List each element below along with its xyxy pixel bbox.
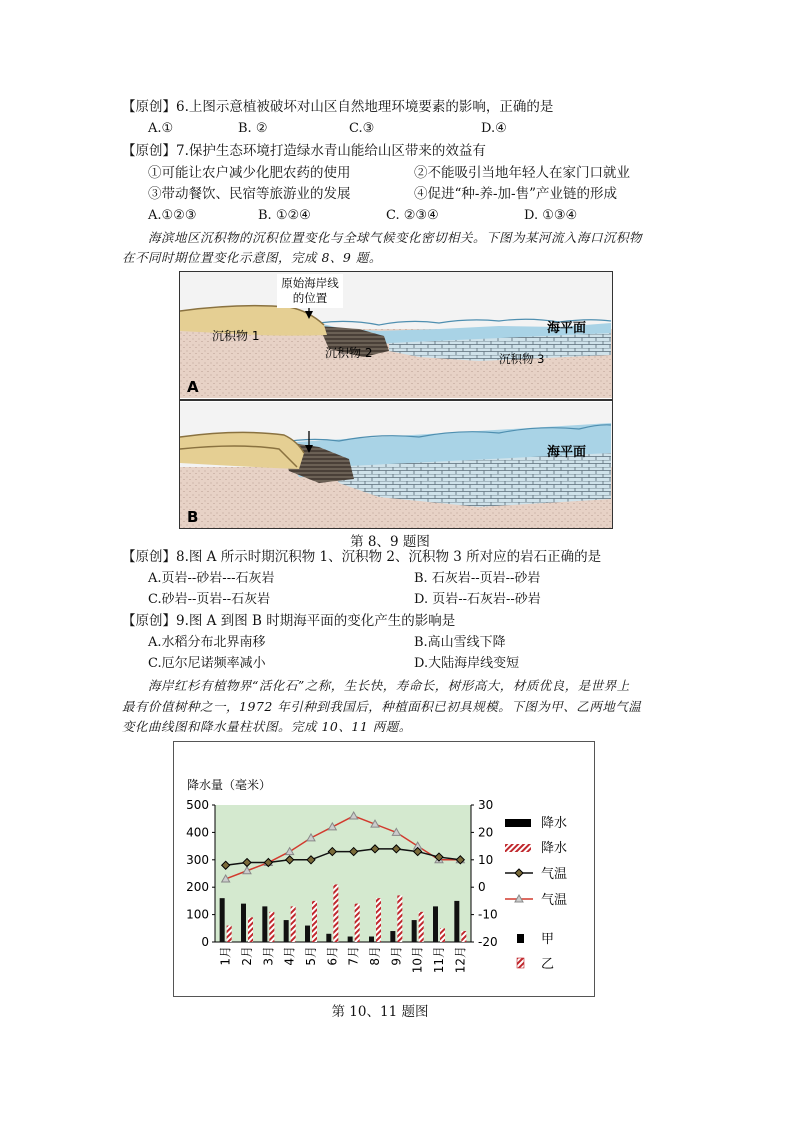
bar-jia-1月 <box>220 898 225 942</box>
right-tick-label: 20 <box>478 825 494 840</box>
panel-b-label: B <box>187 508 199 526</box>
x-tick-label: 3月 <box>261 946 276 966</box>
bar-jia-3月 <box>262 906 267 942</box>
bar-yi-10月 <box>419 912 424 942</box>
q9-option-d: D.大陆海岸线变短 <box>414 656 520 671</box>
x-tick-label: 2月 <box>240 946 254 966</box>
bar-jia-4月 <box>284 920 289 942</box>
q7-option-c: C. ②③④ <box>386 208 439 223</box>
sediment-1-label: 沉积物 1 <box>212 329 260 343</box>
bar-yi-5月 <box>312 901 317 942</box>
q8-option-a: A.页岩--砂岩---石灰岩 <box>148 571 275 586</box>
q6-stem: 【原创】6.上图示意植被破坏对山区自然地理环境要素的影响，正确的是 <box>122 99 554 115</box>
intro-10-11-line3: 变化曲线图和降水量柱状图。完成 10、11 两题。 <box>122 719 412 734</box>
q8-option-c: C.砂岩--页岩--石灰岩 <box>148 592 271 607</box>
right-tick-label: 10 <box>478 852 494 867</box>
q9-stem: 【原创】9.图 A 到图 B 时期海平面的变化产生的影响是 <box>122 613 456 629</box>
x-tick-label: 9月 <box>389 946 404 966</box>
q7-option-a: A.①②③ <box>148 208 197 223</box>
right-tick-label: 30 <box>478 798 494 812</box>
sediment-2-label: 沉积物 2 <box>325 346 373 360</box>
q8-option-b: B. 石灰岩--页岩--砂岩 <box>414 571 541 586</box>
bar-jia-11月 <box>433 906 438 942</box>
bar-jia-5月 <box>305 926 310 942</box>
bar-jia-9月 <box>390 931 395 942</box>
shoreline-label-2: 的位置 <box>292 291 328 305</box>
bar-jia-10月 <box>412 920 417 942</box>
legend-swatch-yi <box>517 958 524 968</box>
panel-b <box>180 402 612 528</box>
shoreline-label-1: 原始海岸线 <box>281 276 339 290</box>
q8-stem: 【原创】8.图 A 所示时期沉积物 1、沉积物 2、沉积物 3 所对应的岩石正确的是 <box>122 549 602 565</box>
intro-10-11-line2: 最有价值树种之一，1972 年引种到我国后，种植面积已初具规模。下图为甲、乙两地气温 <box>122 699 642 714</box>
q7-item-2: ②不能吸引当地年轻人在家门口就业 <box>414 165 630 181</box>
q7-item-3: ③带动餐饮、民宿等旅游业的发展 <box>148 186 351 202</box>
left-tick-label: 400 <box>186 825 209 840</box>
panel-a-label: A <box>187 378 199 396</box>
q7-item-1: ①可能让农户减少化肥农药的使用 <box>148 165 351 181</box>
left-tick-label: 200 <box>186 880 209 895</box>
q7-option-b: B. ①②④ <box>258 208 311 223</box>
figure-8-9-caption: 第 8、9 题图 <box>350 534 430 550</box>
intro-10-11-line1: 海岸红杉有植物界“活化石”之称，生长快，寿命长，树形高大，材质优良，是世界上 <box>148 678 630 693</box>
bar-yi-4月 <box>291 906 296 942</box>
left-tick-label: 500 <box>186 798 209 812</box>
bar-yi-6月 <box>333 884 338 942</box>
climate-chart <box>173 741 595 997</box>
bar-yi-12月 <box>461 931 466 942</box>
legend-label-temp-yi: 气温 <box>541 893 568 908</box>
x-tick-label: 7月 <box>346 946 361 966</box>
sea-level-label-a: 海平面 <box>547 321 587 336</box>
legend-label-precip-jia: 降水 <box>541 816 568 831</box>
bar-jia-12月 <box>454 901 459 942</box>
bar-jia-2月 <box>241 904 246 942</box>
x-tick-label: 6月 <box>325 946 340 966</box>
legend-label-yi: 乙 <box>541 957 555 972</box>
x-tick-label: 4月 <box>282 946 297 966</box>
q8-option-d: D. 页岩--石灰岩--砂岩 <box>414 592 541 607</box>
sediment-3-label: 沉积物 3 <box>499 352 545 366</box>
q9-option-b: B.高山雪线下降 <box>414 635 506 650</box>
sea-level-label-b: 海平面 <box>547 445 587 460</box>
intro-8-9-line2: 在不同时期位置变化示意图，完成 8、9 题。 <box>122 250 382 265</box>
legend-swatch-jia <box>517 934 524 943</box>
q6-option-c: C.③ <box>349 121 375 136</box>
bar-yi-11月 <box>440 928 445 942</box>
q6-option-a: A.① <box>148 121 174 136</box>
plot-area <box>215 805 471 942</box>
bar-yi-7月 <box>355 904 360 942</box>
bar-yi-9月 <box>397 895 402 942</box>
q7-stem: 【原创】7.保护生态环境打造绿水青山能给山区带来的效益有 <box>122 143 486 159</box>
legend-label-precip-yi: 降水 <box>541 841 568 856</box>
right-tick-label: -10 <box>478 907 498 922</box>
q7-item-4: ④促进“种-养-加-售”产业链的形成 <box>414 186 617 202</box>
q6-option-b: B. ② <box>238 121 268 136</box>
legend-label-jia: 甲 <box>541 932 555 947</box>
left-tick-label: 0 <box>201 935 209 949</box>
intro-8-9-line1: 海滨地区沉积物的沉积位置变化与全球气候变化密切相关。下图为某河流入海口沉积物 <box>148 230 643 245</box>
legend-swatch-precip-jia <box>505 819 531 827</box>
q9-option-a: A.水稻分布北界南移 <box>148 635 266 650</box>
sediment-figure <box>179 271 613 529</box>
right-tick-label: -20 <box>478 935 498 949</box>
x-tick-label: 11月 <box>432 946 446 974</box>
left-tick-label: 100 <box>186 907 209 922</box>
x-tick-label: 10月 <box>410 946 425 974</box>
bar-yi-3月 <box>269 912 274 942</box>
bar-yi-1月 <box>227 926 232 942</box>
x-tick-label: 8月 <box>368 946 382 966</box>
bar-jia-7月 <box>348 937 353 942</box>
q6-option-d: D.④ <box>481 121 507 136</box>
left-tick-label: 300 <box>186 852 209 867</box>
bar-jia-6月 <box>326 934 331 942</box>
legend-label-temp-jia: 气温 <box>541 867 568 882</box>
figure-10-11-caption: 第 10、11 题图 <box>331 1004 429 1020</box>
right-tick-label: 0 <box>478 880 486 895</box>
legend-swatch-precip-yi <box>505 844 531 852</box>
chart-title: 降水量（毫米） <box>187 778 272 792</box>
q9-option-c: C.厄尔尼诺频率减小 <box>148 656 266 671</box>
x-tick-label: 1月 <box>218 946 233 966</box>
bar-yi-8月 <box>376 898 381 942</box>
bar-yi-2月 <box>248 917 253 942</box>
x-tick-label: 12月 <box>453 946 468 974</box>
bar-jia-8月 <box>369 937 374 942</box>
x-tick-label: 5月 <box>304 946 318 966</box>
q7-option-d: D. ①③④ <box>524 208 578 223</box>
